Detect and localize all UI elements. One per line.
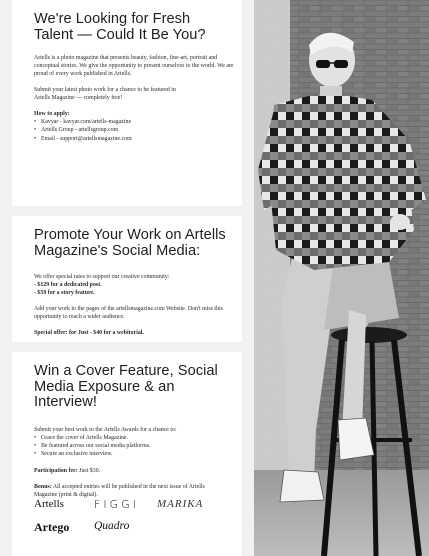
- bonus-body: All accepted entries will be published in the next issue of Artells Magazine (print & digital).: [34, 483, 205, 498]
- apply-option-email: • Email - support@artellsmagazine.com: [34, 135, 232, 143]
- marika-logo: MARIKA: [157, 498, 204, 510]
- participation-fee-value: Just $30.: [79, 467, 101, 474]
- promote-offer-post: - $129 for a dedicated post.: [34, 282, 102, 288]
- sunglasses-icon: [316, 60, 330, 68]
- promote-offer-story: - $59 for a story feature.: [34, 290, 95, 296]
- fresh-talent-intro: Artells is a photo magazine that presents beauty, fashion, fine-art, portrait and conceptual stories. We give the opportunity to present ourselves to the world. We are proud of every work published in Artells.: [34, 55, 234, 77]
- how-to-apply-list: [34, 118, 232, 143]
- awards-benefit-interview: • Secure an exclusive interview.: [34, 450, 232, 458]
- participation-fee-label: Participation fee:: [34, 467, 78, 474]
- promote-card: [12, 216, 242, 342]
- partner-logos: [34, 498, 224, 538]
- bonus-text: [34, 483, 214, 499]
- bonus-label: Bonus:: [34, 483, 52, 490]
- promote-offer-intro: We offer special rates to support our creative community:: [34, 274, 170, 280]
- apply-option-group: • Artells Group - artellsgroup.com: [34, 126, 232, 134]
- artells-logo: Artells: [34, 498, 64, 510]
- awards-benefit-social: • Be featured across our social media platforms.: [34, 442, 232, 450]
- awards-benefits-list: [34, 434, 232, 459]
- fresh-talent-heading: We're Looking for Fresh Talent — Could It Be You?: [34, 11, 206, 43]
- fresh-talent-submit: Submit your latest photo work for a chance to be featured in Artells Magazine — completely free!: [34, 87, 176, 101]
- figgi-logo: FIGGI: [94, 498, 139, 511]
- fresh-talent-card: [12, 0, 242, 206]
- awards-intro: Submit your best work to the Artells Awards for a chance to:: [34, 426, 177, 433]
- promote-add-work: Add your work to the pages of the artellsmagazine.com Website. Don't miss this opportunity to reach a wider audience.: [34, 306, 223, 320]
- promote-special-offer: Special offer: for Just - $40 for a webitorial.: [34, 330, 144, 336]
- participation-fee: [34, 467, 232, 475]
- how-to-apply-title: How to apply:: [34, 111, 70, 117]
- awards-heading: Win a Cover Feature, Social Media Exposure & an Interview!: [34, 363, 218, 410]
- awards-card: [12, 352, 242, 556]
- model-photo: [254, 0, 429, 556]
- quadro-logo: Quadro: [94, 520, 130, 532]
- artego-logo: Artego: [34, 520, 70, 534]
- promote-heading: Promote Your Work on Artells Magazine's Social Media:: [34, 227, 226, 259]
- apply-option-kavyar: • Kavyar - kavyar.com/artells-magazine: [34, 118, 232, 126]
- awards-benefit-cover: • Grace the cover of Artells Magazine.: [34, 434, 232, 442]
